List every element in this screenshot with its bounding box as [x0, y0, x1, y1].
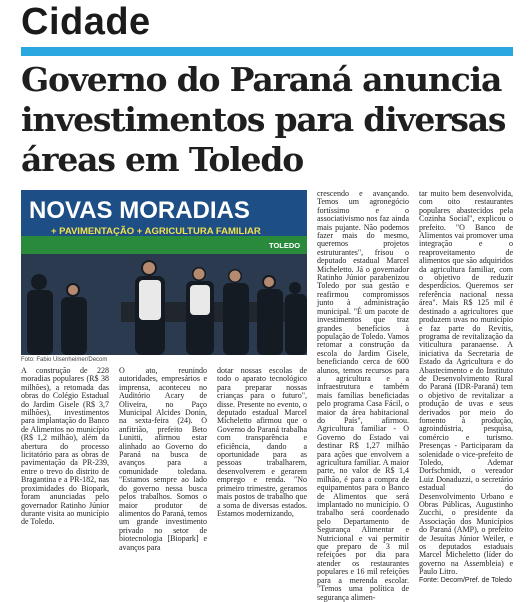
banner-line2: + PAVIMENTAÇÃO + AGRICULTURA FAMILIAR: [51, 226, 261, 237]
column-3-text: dotar nossas escolas de todo o aparato tecnológico para preparar nossas crianças para o futuro", disse. Presente no evento, o deputado estadual Marcel Micheletto afirmou que o Governo do Paraná trabalha com transparência e eficiência, dando a oportunidade para as pessoas trabalharem, desenvolverem e gerarem emprego e renda. "No primeiro trimestre, geramos mais postos de trabalho que a soma de diversas estados. Estamos modernizando,: [217, 366, 307, 518]
body-column-5: [419, 190, 513, 585]
article-photo: [21, 190, 307, 355]
banner-line1: NOVAS MORADIAS: [29, 197, 250, 224]
column-4-text: crescendo e avançando. Temos um agronegócio fortíssimo e o associativismo nos faz ainda mais pujante. Não podemos fazer mais do mesmo, queremos projetos estruturantes", frisou o deputado estadual Marcel Micheletto. Já o governador Ratinho Júnior parabenizou Toledo por sua gestão e reafirmou compromissos junto à administração municipal. "É um pacote de investimentos que traz grandes benefícios à população de Toledo. Vamos retomar a construção da escola do Jardim Gisele, beneficiando cerca de 600 alunos, temos recursos para a agricultura e a infraestrutura e também mais famílias beneficiadas pelo programa Casa Fácil, o maior da área habitacional do País", afirmou. Agricultura familiar - O Governo do Estado vai destinar R$ 1,27 milhão para ações que envolvem a agricultura familiar. A maior parte, no valor de R$ 1,4 milhão, é para a compra de equipamentos para o Banco de Alimentos que será implantado no município. O trabalho será coordenado pelo Departamento de Segurança Alimentar e Nutricional e vai permitir que preparo de 3 mil refeições por dia para atender os restaurantes populares e 16 mil refeições para a merenda escolar. "Temos uma política de segurança alimen-: [317, 189, 410, 602]
section-accent-bar: [21, 47, 513, 56]
column-1-text: A construção de 228 moradias populares (R$ 38 milhões), a retomada das obras do Colégio Estadual do Jardim Gisele (R$ 3,7 milhões), investimentos para implantação do Banco de Alimentos no município (R$ 1,2 milhão), além da abertura do processo licitatório para as obras de pavimentação da PR-239, entre o trevo do distrito de Bragantina e a PR-182, nas proximidades do Biopark, foram anunciadas pelo governador Ratinho Júnior durante visita ao município de Toledo.: [21, 366, 109, 527]
body-column-3: [217, 367, 307, 518]
body-column-2: [119, 367, 207, 552]
body-column-1: [21, 367, 109, 527]
article-headline: Governo do Paraná anuncia investimentos para diversas áreas em Toledo: [21, 60, 506, 179]
body-column-4: [317, 190, 409, 602]
banner-place: TOLEDO: [269, 241, 301, 250]
column-5-text: tar muito bem desenvolvida, com oito restaurantes populares abastecidos pela Cozinha Social", explicou o prefeito. "O Banco de Alimentos vai promover uma integração e o reaproveitamento de alimentos que são adquiridos da agricultura familiar, com o objetivo de reduzir desperdícios. Queremos ser referência nacional nessa área". Mais R$ 125 mil é destinado a agricultores que produzem uvas no município e faz parte do Revitis, programa de revitalização da viticultura paranaense. A iniciativa da Secretaria de Estado da Agricultura e do Abastecimento e do Instituto de Desenvolvimento Rural do Paraná (IDR-Paraná) tem o objetivo de revitalizar a produção de uvas e seus derivados por meio do fomento à produção, agroindústria, pesquisa, comércio e turismo. Presenças - Participaram da solenidade o vice-prefeito de Toledo, Ademar Dorfschmidt, o vereador Luiz Donaduzzi, o secretário estadual do Desenvolvimento Urbano e Obras Públicas, Augustinho Zucchi, o presidente da Associação dos Municípios do Paraná (AMP), o prefeito de Jesuítas Júnior Weiler, e os deputados estaduais Marcel Micheletto (líder do governo na Assembleia) e Paulo Litro.: [419, 189, 513, 577]
photo-credit: Foto: Fabio Ulsenheimer/Decom: [21, 357, 108, 363]
section-header: [21, 0, 513, 58]
source-credit: Fonte: Decom/Pref. de Toledo: [419, 576, 512, 584]
column-2-text: O ato, reunindo autoridades, empresários e imprensa, aconteceu no Auditório Acary de Oliveira, no Paço Municipal Alcides Donin, na sexta-feira (24). O anfitrião, prefeito Beto Lunitti, afirmou estar alinhado ao Governo do Paraná na busca de avanços para a comunidade toledana. "Estamos sempre ao lado do governo nessa busca pelos trabalhos. Somos o maior produtor de alimentos do Paraná, temos um grande investimento privado no setor de biotecnologia [Biopark] e avanços para: [119, 366, 207, 552]
section-title: Cidade: [21, 1, 151, 43]
